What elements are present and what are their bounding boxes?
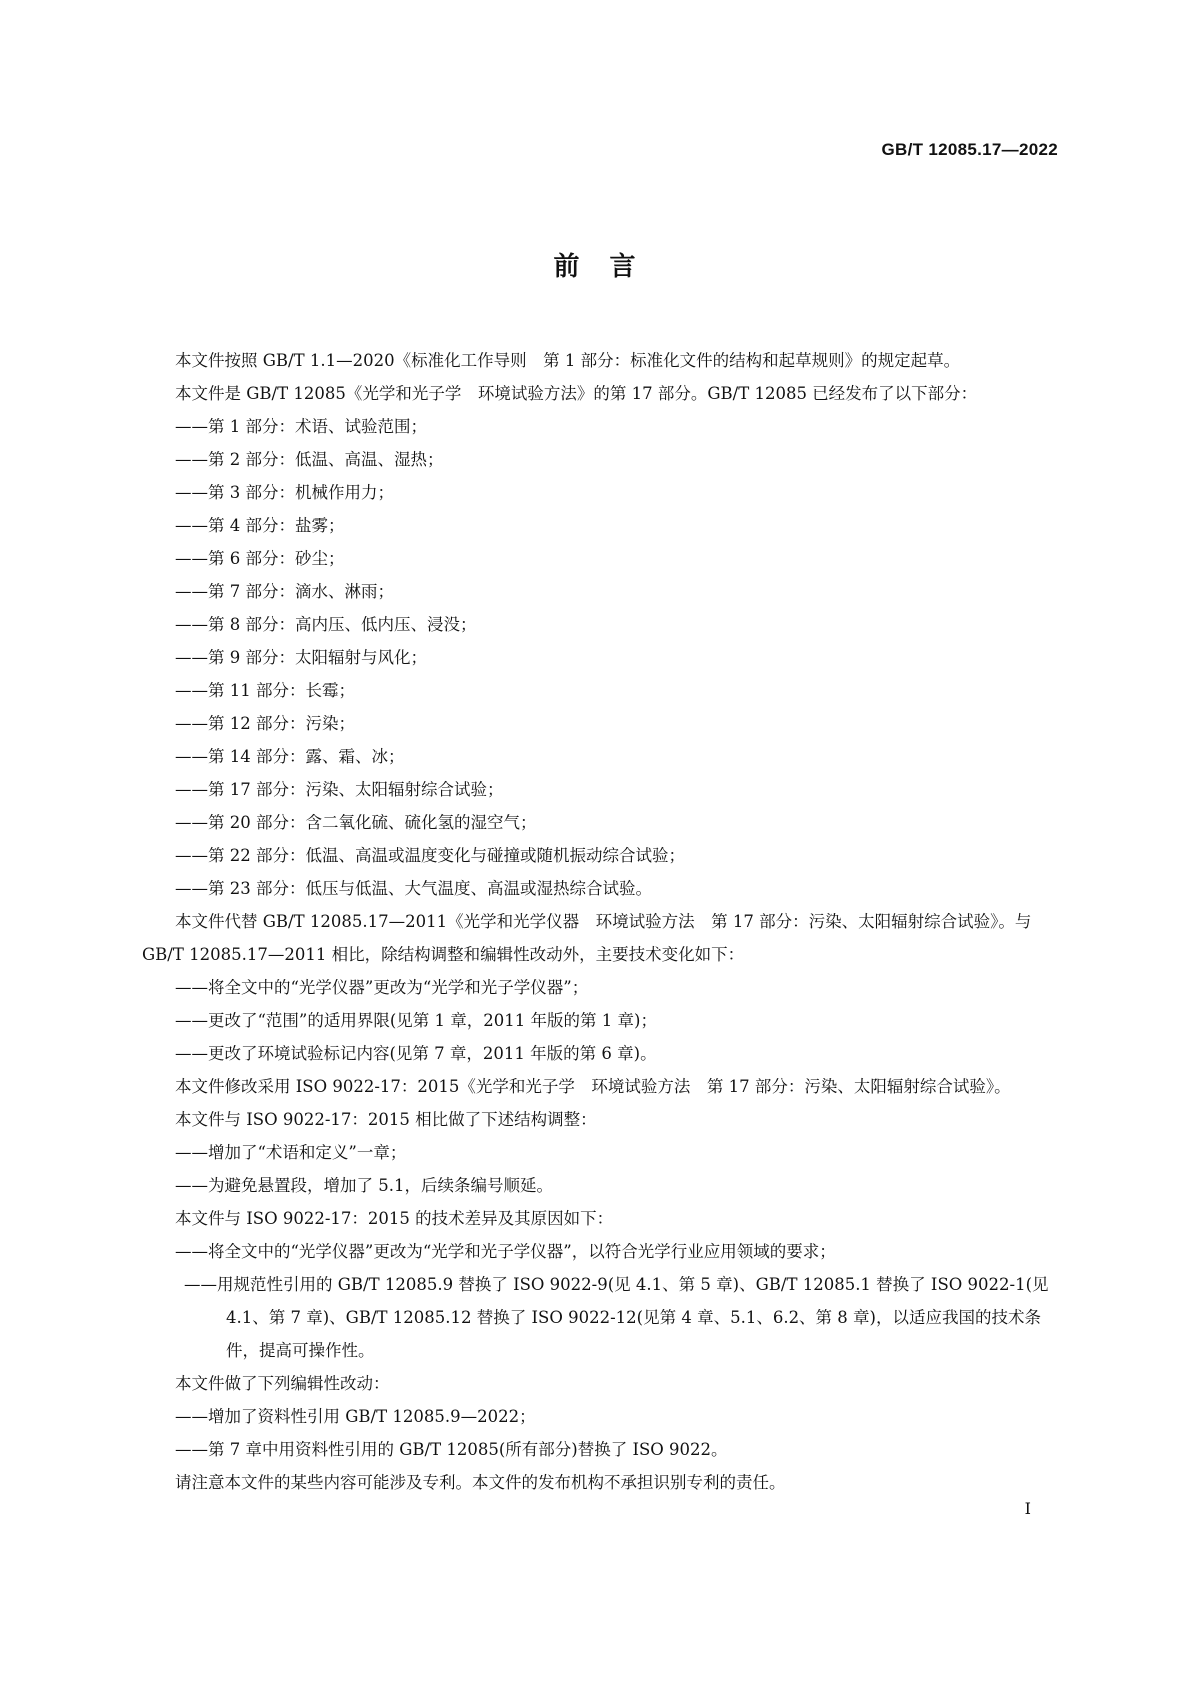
list-item: ——第 11 部分：长霉； xyxy=(175,681,355,700)
paragraph-adoption: 本文件修改采用 ISO 9022-17：2015《光学和光子学 环境试验方法 第 17 部分：污染、太阳辐射综合试验》。 xyxy=(175,1077,1011,1096)
list-item: ——更改了环境试验标记内容(见第 7 章，2011 年版的第 6 章)。 xyxy=(175,1044,657,1063)
list-item: ——第 20 部分：含二氧化硫、硫化氢的湿空气； xyxy=(175,813,537,832)
list-item: ——第 2 部分：低温、高温、湿热； xyxy=(175,450,444,469)
list-item: ——第 6 部分：砂尘； xyxy=(175,549,345,568)
list-item: ——第 4 部分：盐雾； xyxy=(175,516,345,535)
list-item: ——为避免悬置段，增加了 5.1，后续条编号顺延。 xyxy=(175,1176,553,1195)
list-item: ——第 23 部分：低压与低温、大气温度、高温或湿热综合试验。 xyxy=(175,879,652,898)
list-item: ——第 7 章中用资料性引用的 GB/T 12085(所有部分)替换了 ISO 9022。 xyxy=(175,1440,728,1459)
page-title: 前 言 xyxy=(553,252,638,282)
list-item: ——第 8 部分：高内压、低内压、浸没； xyxy=(175,615,477,634)
list-item: ——增加了资料性引用 GB/T 12085.9—2022； xyxy=(175,1407,536,1426)
list-item: ——将全文中的“光学仪器”更改为“光学和光子学仪器”； xyxy=(175,978,589,997)
list-item: ——第 14 部分：露、霜、冰； xyxy=(175,747,405,766)
technical-changes-list xyxy=(142,971,1062,1070)
list-item: ——第 7 部分：滴水、淋雨； xyxy=(175,582,394,601)
list-item: ——第 9 部分：太阳辐射与风化； xyxy=(175,648,427,667)
paragraph-drafting-rule: 本文件按照 GB/T 1.1—2020《标准化工作导则 第 1 部分：标准化文件的结构和起草规则》的规定起草。 xyxy=(175,351,961,370)
list-item: ——增加了“术语和定义”一章； xyxy=(175,1143,407,1162)
list-item: ——更改了“范围”的适用界限(见第 1 章，2011 年版的第 1 章)； xyxy=(175,1011,657,1030)
paragraph-editorial: 本文件做了下列编辑性改动： xyxy=(175,1374,390,1393)
paragraph-replacement: 本文件代替 GB/T 12085.17—2011《光学和光学仪器 环境试验方法 第 17 部分：污染、太阳辐射综合试验》。与 GB/T 12085.17—2011 相比，除结构调整和编辑性改动外，主要技术变化如下： xyxy=(142,912,1032,964)
editorial-changes-list xyxy=(142,1400,1062,1466)
published-parts-list xyxy=(142,410,1062,905)
structure-changes-list xyxy=(142,1136,1062,1202)
list-item: ——第 22 部分：低温、高温或温度变化与碰撞或随机振动综合试验； xyxy=(175,846,685,865)
list-item: ——第 17 部分：污染、太阳辐射综合试验； xyxy=(175,780,504,799)
list-item: ——第 12 部分：污染； xyxy=(175,714,355,733)
technical-differences-list xyxy=(142,1235,1062,1367)
paragraph-patent-notice: 请注意本文件的某些内容可能涉及专利。本文件的发布机构不承担识别专利的责任。 xyxy=(175,1473,786,1492)
document-code: GB/T 12085.17—2022 xyxy=(881,140,1058,159)
foreword-body xyxy=(142,344,1062,1499)
paragraph-series-intro: 本文件是 GB/T 12085《光学和光子学 环境试验方法》的第 17 部分。GB/T 12085 已经发布了以下部分： xyxy=(175,384,978,403)
list-item: ——将全文中的“光学仪器”更改为“光学和光子学仪器”，以符合光学行业应用领域的要求； xyxy=(175,1242,836,1261)
list-item: ——用规范性引用的 GB/T 12085.9 替换了 ISO 9022-9(见 4.1、第 5 章)、GB/T 12085.1 替换了 ISO 9022-1(见 4.1、第 7 章)、GB/T 12085.12 替换了 ISO 9022-12(见第 4 章、5.1、6.2、第 8 章)，以适应我国的技术条件，提高可操作性。 xyxy=(184,1275,1049,1360)
list-item: ——第 3 部分：机械作用力； xyxy=(175,483,394,502)
paragraph-structure: 本文件与 ISO 9022-17：2015 相比做了下述结构调整： xyxy=(175,1110,597,1129)
page-number: I xyxy=(1024,1499,1031,1518)
list-item: ——第 1 部分：术语、试验范围； xyxy=(175,417,427,436)
paragraph-technical-differences: 本文件与 ISO 9022-17：2015 的技术差异及其原因如下： xyxy=(175,1209,614,1228)
